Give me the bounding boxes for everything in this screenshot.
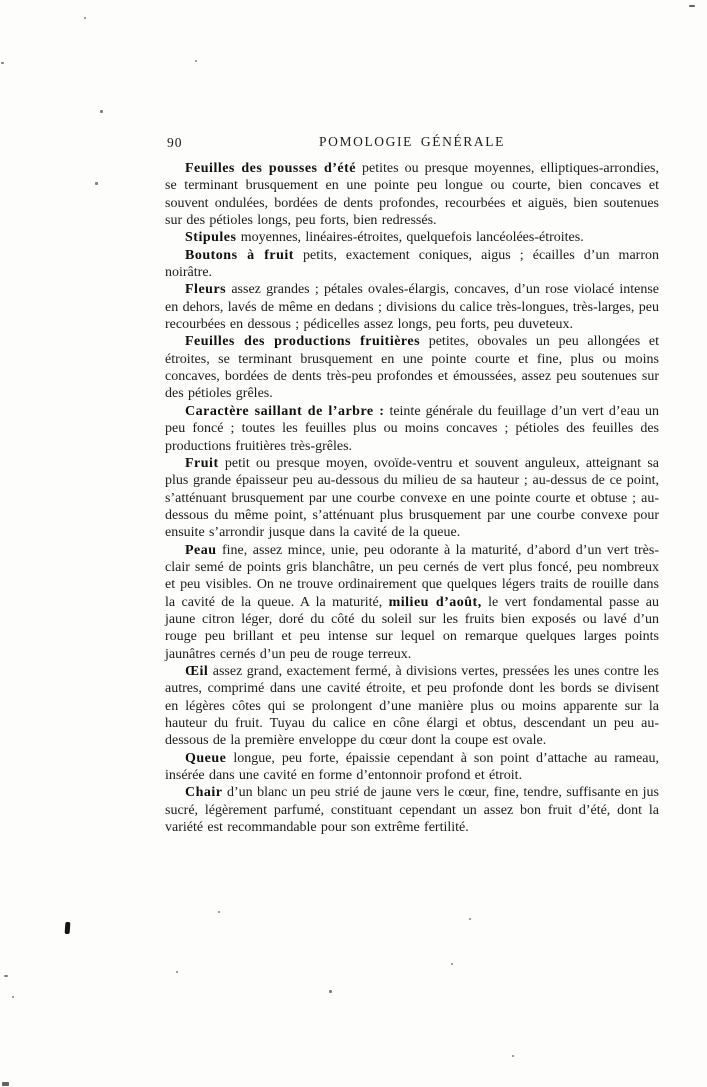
- paragraph-text: petites, obovales un peu allongées et étroites, se terminant brusquement en une pointe courte et fine, plus ou moins concaves, bordées de dents très-peu profondes et émoussées, assez peu soutenues sur des pétioles grêles.: [165, 334, 659, 402]
- scan-speck: [176, 971, 178, 973]
- paragraph-lead: Stipules: [185, 230, 237, 246]
- scan-speck: [84, 17, 86, 19]
- paragraph-text: le vert fondamental passe au jaune citron léger, doré du côté du soleil sur les fruits bien exposés ou lavé d’un rouge peu brillant et peu intense sur lequel on remarque quelques larges points jaunâtres cernés d’un peu de rouge terreux.: [165, 594, 659, 662]
- paragraph-text: teinte générale du feuillage d’un vert d’eau un peu foncé ; toutes les feuilles plus ou moins concaves ; pétioles des feuilles des productions fruitières très-grêles.: [165, 403, 659, 454]
- paragraph-lead: Fleurs: [185, 282, 227, 298]
- paragraph-text: assez grand, exactement fermé, à divisions vertes, pressées les unes contre les autres, comprimé dans une cavité étroite, et peu profonde dont les bords se divisent en légères côtes qui se prolongent d’une manière plus ou moins apparente sur la hauteur du fruit. Tuyau du calice en cône élargi et obtus, descendant un peu au-dessous de la première enveloppe du cœur dont la coupe est ovale.: [165, 663, 659, 749]
- paragraph-lead: Peau: [185, 542, 217, 558]
- page-body: [165, 160, 659, 836]
- scan-speck: [100, 110, 103, 113]
- scan-speck: [469, 918, 471, 920]
- paragraph: [165, 750, 659, 785]
- paragraph-lead: Caractère saillant de l’arbre :: [185, 403, 385, 419]
- scan-speck: [12, 996, 14, 998]
- scan-speck: [512, 1055, 514, 1057]
- scan-speck: [329, 990, 332, 993]
- scan-speck: [2, 1082, 9, 1086]
- paragraph-lead: Feuilles des pousses d’été: [185, 161, 357, 176]
- paragraph-text: petits, exactement coniques, aigus ; écailles d’un marron noirâtre.: [165, 247, 659, 281]
- scan-speck: [218, 911, 220, 913]
- page-header: [165, 134, 659, 154]
- paragraph: [165, 663, 659, 750]
- paragraph-lead: Fruit: [185, 455, 219, 471]
- paragraph: [165, 160, 659, 229]
- paragraph-lead: Feuilles des productions fruitières: [185, 334, 421, 350]
- paragraph: [165, 229, 659, 246]
- paragraph: [165, 281, 659, 333]
- paragraph-text: petites ou presque moyennes, elliptiques-arrondies, se terminant brusquement en une pointe peu longue ou courte, bien concaves et souvent ondulées, bordées de dents profondes, recourbées et aiguës, bien soutenues sur des pétioles longs, peu forts, bien redressés.: [165, 161, 659, 229]
- paragraph-text: longue, peu forte, épaissie cependant à son point d’attache au rameau, insérée dans une cavité en forme d’entonnoir profond et étroit.: [165, 750, 659, 784]
- scan-speck: [95, 182, 98, 185]
- paragraph-text: assez grandes ; pétales ovales-élargis, concaves, d’un rose violacé intense en dehors, lavés de même en dedans ; divisions du calice très-longues, très-larges, peu recourbées en dessous ; pédicelles assez longs, peu forts, peu duveteux.: [165, 282, 659, 333]
- running-title: POMOLOGIE GÉNÉRALE: [319, 134, 505, 149]
- paragraph: [165, 542, 659, 663]
- page-number: 90: [167, 135, 183, 150]
- paragraph-text: d’un blanc un peu strié de jaune vers le cœur, fine, tendre, suffisante en jus sucré, légèrement parfumé, constituant cependant un assez bon fruit d’été, dont la variété est recommandable pour son extrême fertilité.: [165, 785, 659, 836]
- scan-speck: [689, 5, 695, 7]
- ink-blot: [65, 922, 71, 934]
- paragraph-lead: Œil: [185, 663, 209, 679]
- paragraph: [165, 784, 659, 836]
- paragraph-lead: Chair: [185, 785, 223, 801]
- paragraph-text: petit ou presque moyen, ovoïde-ventru et souvent anguleux, atteignant sa plus grande épaisseur peu au-dessous du milieu de sa hauteur ; au-dessus de ce point, s’atténuant brusquement par une courbe convexe en une pointe courte et obtuse ; au-dessous du même point, s’atténuant plus brusquement par une courbe convexe pour ensuite s’arrondir jusque dans la cavité de la queue.: [165, 455, 659, 541]
- scan-speck: [1, 62, 4, 64]
- paragraph-lead: milieu d’août,: [388, 594, 482, 610]
- paragraph: [165, 247, 659, 282]
- paragraph-lead: Boutons à fruit: [185, 247, 294, 263]
- scan-speck: [451, 963, 453, 965]
- paragraph: [165, 333, 659, 402]
- scan-speck: [4, 975, 8, 977]
- paragraph-lead: Queue: [185, 750, 227, 766]
- paragraph: [165, 403, 659, 455]
- paragraph-text: moyennes, linéaires-étroites, quelquefois lancéolées-étroites.: [236, 230, 584, 246]
- scan-speck: [195, 60, 197, 62]
- paragraph: [165, 455, 659, 542]
- paragraph-text: fine, assez mince, unie, peu odorante à la maturité, d’abord d’un vert très-clair semé de points gris blanchâtre, un peu cernés de vert plus foncé, peu nombreux et peu visibles. On ne trouve ordinairement que quelques légers traits de rouille dans la cavité de la queue. A la maturité,: [165, 542, 659, 610]
